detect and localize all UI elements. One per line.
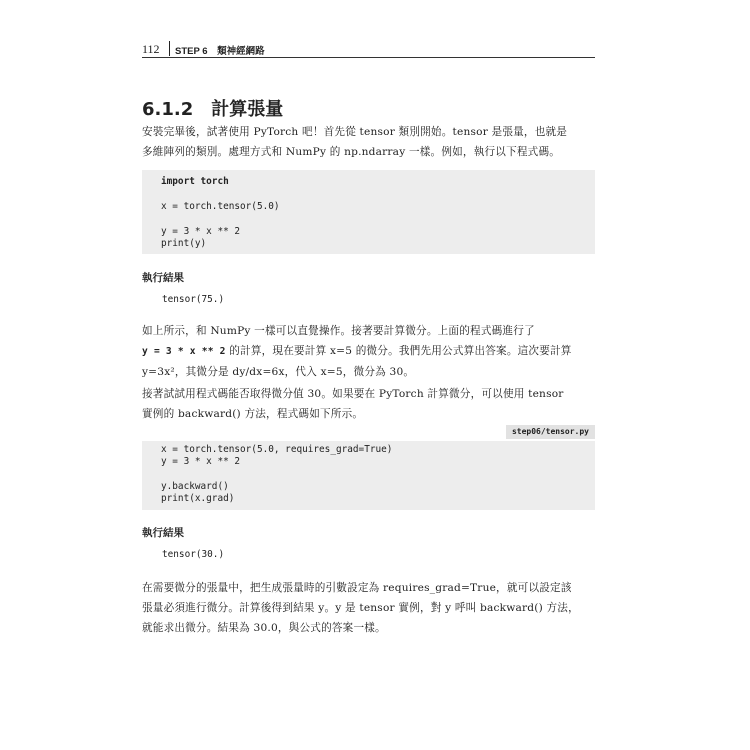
inline-code: y = 3 * x ** 2: [142, 346, 226, 357]
header-divider: [169, 41, 170, 56]
paragraph-line: [142, 341, 595, 362]
paragraph-derivative: [142, 321, 595, 382]
page-number: 112: [142, 42, 160, 56]
result-label: 執行結果: [142, 527, 184, 539]
paragraph-line: 接著試試用程式碼能否取得微分值 30。如果要在 PyTorch 計算微分，可以使用 tensor: [142, 388, 564, 400]
paragraph-conclusion: [142, 578, 595, 638]
code-line: print(x.grad): [161, 493, 235, 504]
paragraph-backward: [142, 384, 595, 424]
paragraph-line: 安裝完畢後，試著使用 PyTorch 吧！首先從 tensor 類別開始。tensor 是張量，也就是: [142, 126, 568, 138]
chapter-title: STEP 6 類神經網路: [175, 46, 265, 57]
result-label: 執行結果: [142, 272, 184, 284]
header-rule: [142, 57, 595, 58]
code-line: x = torch.tensor(5.0): [161, 201, 280, 212]
paragraph-line: 在需要微分的張量中，把生成張量時的引數設定為 requires_grad=True，就可以設定該: [142, 582, 572, 594]
code-line: y = 3 * x ** 2: [161, 456, 241, 467]
code-line: y.backward(): [161, 481, 229, 492]
result-output: tensor(30.): [162, 549, 225, 560]
code-line: x = torch.tensor(5.0, requires_grad=True): [161, 444, 393, 455]
code-block-2: [142, 427, 595, 510]
paragraph-line: 如上所示，和 NumPy 一樣可以直覺操作。接著要計算微分。上面的程式碼進行了: [142, 325, 535, 337]
paragraph-line: 實例的 backward() 方法，程式碼如下所示。: [142, 408, 364, 420]
running-header: [142, 42, 595, 58]
code-filename-tab: step06/tensor.py: [506, 425, 595, 439]
code-line: print(y): [161, 238, 207, 249]
paragraph-line: 張量必須進行微分。計算後得到結果 y。y 是 tensor 實例，對 y 呼叫 backward() 方法，: [142, 602, 579, 614]
code-block-1: [142, 170, 595, 254]
paragraph-intro: [142, 122, 595, 162]
result-output: tensor(75.): [162, 294, 225, 305]
code-line: import torch: [161, 176, 229, 187]
paragraph-text: 的計算，現在要計算 x=5 的微分。我們先用公式算出答案。這次要計算: [225, 345, 572, 357]
code-line: y = 3 * x ** 2: [161, 226, 241, 237]
section-title: 6.1.2 計算張量: [142, 99, 284, 120]
paragraph-line: 多維陣列的類別。處理方式和 NumPy 的 np.ndarray 一樣。例如，執行以下程式碼。: [142, 146, 561, 158]
paragraph-line: y=3x²，其微分是 dy/dx=6x，代入 x=5，微分為 30。: [142, 366, 415, 378]
paragraph-line: 就能求出微分。結果為 30.0，與公式的答案一樣。: [142, 622, 386, 634]
